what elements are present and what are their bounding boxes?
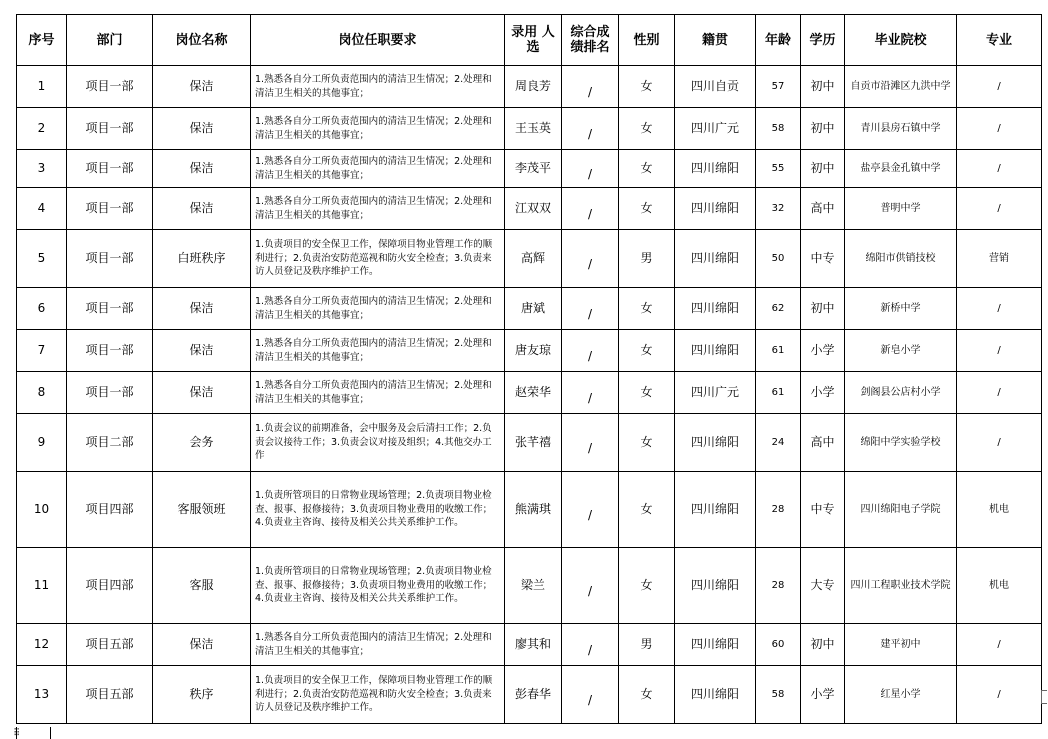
cell-edu: 初中: [801, 624, 845, 666]
table-row: [17, 548, 1042, 624]
rank-value: /: [587, 127, 593, 141]
rank-value: /: [587, 207, 593, 221]
cell-duty: 1.熟悉各自分工所负责范围内的清洁卫生情况；2.处理和清洁卫生相关的其他事宜；: [251, 288, 505, 330]
cell-origin: 四川广元: [675, 108, 756, 150]
cell-post: 保洁: [153, 188, 251, 230]
cell-major: /: [957, 66, 1042, 108]
cell-post: 保洁: [153, 108, 251, 150]
cell-edu: 小学: [801, 666, 845, 724]
cell-gender: 女: [619, 414, 675, 472]
cell-gender: 女: [619, 548, 675, 624]
cell-origin: 四川绵阳: [675, 330, 756, 372]
cell-name: 李茂平: [505, 150, 562, 188]
table-row: [17, 150, 1042, 188]
table-row: [17, 188, 1042, 230]
cell-school: 红星小学: [845, 666, 957, 724]
cell-edu: 初中: [801, 66, 845, 108]
cell-dept: 项目四部: [67, 548, 153, 624]
cell-dept: 项目五部: [67, 624, 153, 666]
cell-duty: 1.负责所管项目的日常物业现场管理；2.负责项目物业检查、报事、报修接待；3.负责项目物业费用的收缴工作；4.负责业主咨询、接待及相关公共关系维护工作。: [251, 472, 505, 548]
cell-school: 建平初中: [845, 624, 957, 666]
cell-dept: 项目一部: [67, 330, 153, 372]
cell-edu: 高中: [801, 188, 845, 230]
cell-age: 57: [756, 66, 801, 108]
rank-value: /: [587, 85, 593, 99]
header-post: 岗位名称: [153, 15, 251, 66]
cell-post: 保洁: [153, 330, 251, 372]
cell-origin: 四川绵阳: [675, 624, 756, 666]
cell-no: 5: [17, 230, 67, 288]
cell-rank: [562, 66, 619, 108]
cell-major: /: [957, 624, 1042, 666]
cell-age: 61: [756, 372, 801, 414]
cell-origin: 四川自贡: [675, 66, 756, 108]
cell-edu: 初中: [801, 288, 845, 330]
cell-duty: 1.熟悉各自分工所负责范围内的清洁卫生情况；2.处理和清洁卫生相关的其他事宜；: [251, 330, 505, 372]
table-row: [17, 66, 1042, 108]
cell-origin: 四川广元: [675, 372, 756, 414]
header-school: 毕业院校: [845, 15, 957, 66]
cell-post: 客服领班: [153, 472, 251, 548]
cell-age: 58: [756, 666, 801, 724]
cell-no: 10: [17, 472, 67, 548]
cell-duty: 1.熟悉各自分工所负责范围内的清洁卫生情况；2.处理和清洁卫生相关的其他事宜；: [251, 624, 505, 666]
cell-major: /: [957, 372, 1042, 414]
cell-major: /: [957, 150, 1042, 188]
header-major: 专业: [957, 15, 1042, 66]
cell-gender: 女: [619, 372, 675, 414]
cell-school: 盐亭县金孔镇中学: [845, 150, 957, 188]
cell-no: 1: [17, 66, 67, 108]
cell-duty: 1.熟悉各自分工所负责范围内的清洁卫生情况；2.处理和清洁卫生相关的其他事宜；: [251, 188, 505, 230]
cell-duty: 1.熟悉各自分工所负责范围内的清洁卫生情况；2.处理和清洁卫生相关的其他事宜；: [251, 372, 505, 414]
cell-rank: [562, 548, 619, 624]
cell-school: 绵阳市供销技校: [845, 230, 957, 288]
cell-post: 保洁: [153, 288, 251, 330]
cell-name: 彭春华: [505, 666, 562, 724]
cell-major: 机电: [957, 548, 1042, 624]
cell-rank: [562, 188, 619, 230]
cell-major: /: [957, 414, 1042, 472]
cell-post: 保洁: [153, 624, 251, 666]
cell-duty: 1.熟悉各自分工所负责范围内的清洁卫生情况；2.处理和清洁卫生相关的其他事宜；: [251, 66, 505, 108]
cell-school: 绵阳中学实验学校: [845, 414, 957, 472]
margin-marker: [50, 727, 51, 739]
cell-rank: [562, 372, 619, 414]
cell-origin: 四川绵阳: [675, 472, 756, 548]
cell-dept: 项目一部: [67, 66, 153, 108]
hiring-table: [16, 14, 1042, 724]
cell-dept: 项目四部: [67, 472, 153, 548]
cell-duty: 1.负责项目的安全保卫工作，保障项目物业管理工作的顺利进行；2.负责治安防范巡视和防火安全检查；3.负责来访人员登记及秩序维护工作。: [251, 666, 505, 724]
cell-name: 张芊禧: [505, 414, 562, 472]
cell-rank: [562, 666, 619, 724]
cell-school: 普明中学: [845, 188, 957, 230]
cell-gender: 女: [619, 472, 675, 548]
cell-school: 新桥中学: [845, 288, 957, 330]
cell-edu: 高中: [801, 414, 845, 472]
cell-age: 28: [756, 472, 801, 548]
cell-origin: 四川绵阳: [675, 288, 756, 330]
rank-value: /: [587, 508, 593, 522]
cell-origin: 四川绵阳: [675, 548, 756, 624]
cell-school: 剑阁县公店村小学: [845, 372, 957, 414]
cell-edu: 小学: [801, 372, 845, 414]
cell-no: 4: [17, 188, 67, 230]
cell-major: /: [957, 188, 1042, 230]
cell-name: 周良芳: [505, 66, 562, 108]
cell-rank: [562, 230, 619, 288]
cell-post: 客服: [153, 548, 251, 624]
cell-no: 11: [17, 548, 67, 624]
cell-rank: [562, 330, 619, 372]
cell-origin: 四川绵阳: [675, 150, 756, 188]
cell-no: 7: [17, 330, 67, 372]
table-move-handle-icon[interactable]: ⠿: [13, 728, 21, 739]
table-row: [17, 230, 1042, 288]
cell-rank: [562, 624, 619, 666]
header-gender: 性别: [619, 15, 675, 66]
cell-duty: 1.负责项目的安全保卫工作，保障项目物业管理工作的顺利进行；2.负责治安防范巡视和防火安全检查；3.负责来访人员登记及秩序维护工作。: [251, 230, 505, 288]
cell-dept: 项目一部: [67, 230, 153, 288]
cell-rank: [562, 472, 619, 548]
cell-edu: 大专: [801, 548, 845, 624]
cell-dept: 项目一部: [67, 288, 153, 330]
cell-school: 新皂小学: [845, 330, 957, 372]
rank-value: /: [587, 307, 593, 321]
cell-no: 13: [17, 666, 67, 724]
cell-age: 32: [756, 188, 801, 230]
cell-age: 60: [756, 624, 801, 666]
header-edu: 学历: [801, 15, 845, 66]
rank-value: /: [587, 167, 593, 181]
cell-dept: 项目一部: [67, 150, 153, 188]
cell-origin: 四川绵阳: [675, 666, 756, 724]
rank-value: /: [587, 441, 593, 455]
cell-duty: 1.负责会议的前期准备，会中服务及会后清扫工作；2.负责会议接待工作；3.负责会议对接及组织；4.其他交办工作: [251, 414, 505, 472]
cell-school: 四川绵阳电子学院: [845, 472, 957, 548]
cell-major: /: [957, 330, 1042, 372]
header-origin: 籍贯: [675, 15, 756, 66]
cell-gender: 女: [619, 666, 675, 724]
cell-rank: [562, 414, 619, 472]
cell-dept: 项目五部: [67, 666, 153, 724]
cell-edu: 中专: [801, 230, 845, 288]
cell-no: 2: [17, 108, 67, 150]
cell-dept: 项目一部: [67, 108, 153, 150]
cell-duty: 1.熟悉各自分工所负责范围内的清洁卫生情况；2.处理和清洁卫生相关的其他事宜；: [251, 150, 505, 188]
cell-no: 8: [17, 372, 67, 414]
cell-school: 四川工程职业技术学院: [845, 548, 957, 624]
cell-edu: 初中: [801, 150, 845, 188]
table-row: [17, 472, 1042, 548]
cell-duty: 1.熟悉各自分工所负责范围内的清洁卫生情况；2.处理和清洁卫生相关的其他事宜；: [251, 108, 505, 150]
rank-value: /: [587, 584, 593, 598]
cell-age: 50: [756, 230, 801, 288]
cell-gender: 女: [619, 150, 675, 188]
cell-no: 12: [17, 624, 67, 666]
cell-rank: [562, 150, 619, 188]
cell-dept: 项目二部: [67, 414, 153, 472]
cell-duty: 1.负责所管项目的日常物业现场管理；2.负责项目物业检查、报事、报修接待；3.负责项目物业费用的收缴工作；4.负责业主咨询、接待及相关公共关系维护工作。: [251, 548, 505, 624]
table-row: [17, 288, 1042, 330]
cell-origin: 四川绵阳: [675, 230, 756, 288]
header-name: 录用 人选: [505, 15, 562, 66]
cell-gender: 女: [619, 66, 675, 108]
cell-edu: 小学: [801, 330, 845, 372]
cell-name: 熊满琪: [505, 472, 562, 548]
rank-value: /: [587, 391, 593, 405]
table-row: [17, 108, 1042, 150]
cell-age: 61: [756, 330, 801, 372]
cell-gender: 女: [619, 188, 675, 230]
cell-post: 保洁: [153, 372, 251, 414]
cell-origin: 四川绵阳: [675, 414, 756, 472]
cell-gender: 女: [619, 108, 675, 150]
table-row: [17, 330, 1042, 372]
cell-age: 24: [756, 414, 801, 472]
cell-edu: 中专: [801, 472, 845, 548]
cell-major: /: [957, 288, 1042, 330]
cell-gender: 女: [619, 330, 675, 372]
cell-gender: 男: [619, 230, 675, 288]
cell-post: 保洁: [153, 150, 251, 188]
cell-gender: 男: [619, 624, 675, 666]
cell-gender: 女: [619, 288, 675, 330]
header-duty: 岗位任职要求: [251, 15, 505, 66]
table-resize-handle-icon[interactable]: [1041, 690, 1047, 704]
cell-name: 廖其和: [505, 624, 562, 666]
cell-origin: 四川绵阳: [675, 188, 756, 230]
cell-edu: 初中: [801, 108, 845, 150]
cell-name: 唐友琼: [505, 330, 562, 372]
cell-age: 62: [756, 288, 801, 330]
rank-value: /: [587, 643, 593, 657]
header-row: [17, 15, 1042, 66]
cell-dept: 项目一部: [67, 372, 153, 414]
cell-post: 白班秩序: [153, 230, 251, 288]
cell-major: 机电: [957, 472, 1042, 548]
cell-age: 55: [756, 150, 801, 188]
cell-post: 秩序: [153, 666, 251, 724]
header-age: 年龄: [756, 15, 801, 66]
cell-rank: [562, 288, 619, 330]
cell-age: 28: [756, 548, 801, 624]
table-row: [17, 414, 1042, 472]
cell-post: 会务: [153, 414, 251, 472]
cell-name: 高辉: [505, 230, 562, 288]
cell-school: 自贡市沿滩区九洪中学: [845, 66, 957, 108]
cell-name: 赵荣华: [505, 372, 562, 414]
header-dept: 部门: [67, 15, 153, 66]
cell-major: /: [957, 108, 1042, 150]
table-row: [17, 372, 1042, 414]
cell-rank: [562, 108, 619, 150]
cell-major: /: [957, 666, 1042, 724]
cell-age: 58: [756, 108, 801, 150]
rank-value: /: [587, 693, 593, 707]
cell-name: 梁兰: [505, 548, 562, 624]
header-no: 序号: [17, 15, 67, 66]
cell-name: 江双双: [505, 188, 562, 230]
rank-value: /: [587, 257, 593, 271]
cell-name: 唐斌: [505, 288, 562, 330]
cell-dept: 项目一部: [67, 188, 153, 230]
cell-no: 6: [17, 288, 67, 330]
header-rank: 综合成绩排名: [562, 15, 619, 66]
cell-name: 王玉英: [505, 108, 562, 150]
rank-value: /: [587, 349, 593, 363]
cell-school: 青川县房石镇中学: [845, 108, 957, 150]
cell-post: 保洁: [153, 66, 251, 108]
cell-major: 营销: [957, 230, 1042, 288]
cell-no: 3: [17, 150, 67, 188]
cell-no: 9: [17, 414, 67, 472]
table-row: [17, 624, 1042, 666]
table-row: [17, 666, 1042, 724]
